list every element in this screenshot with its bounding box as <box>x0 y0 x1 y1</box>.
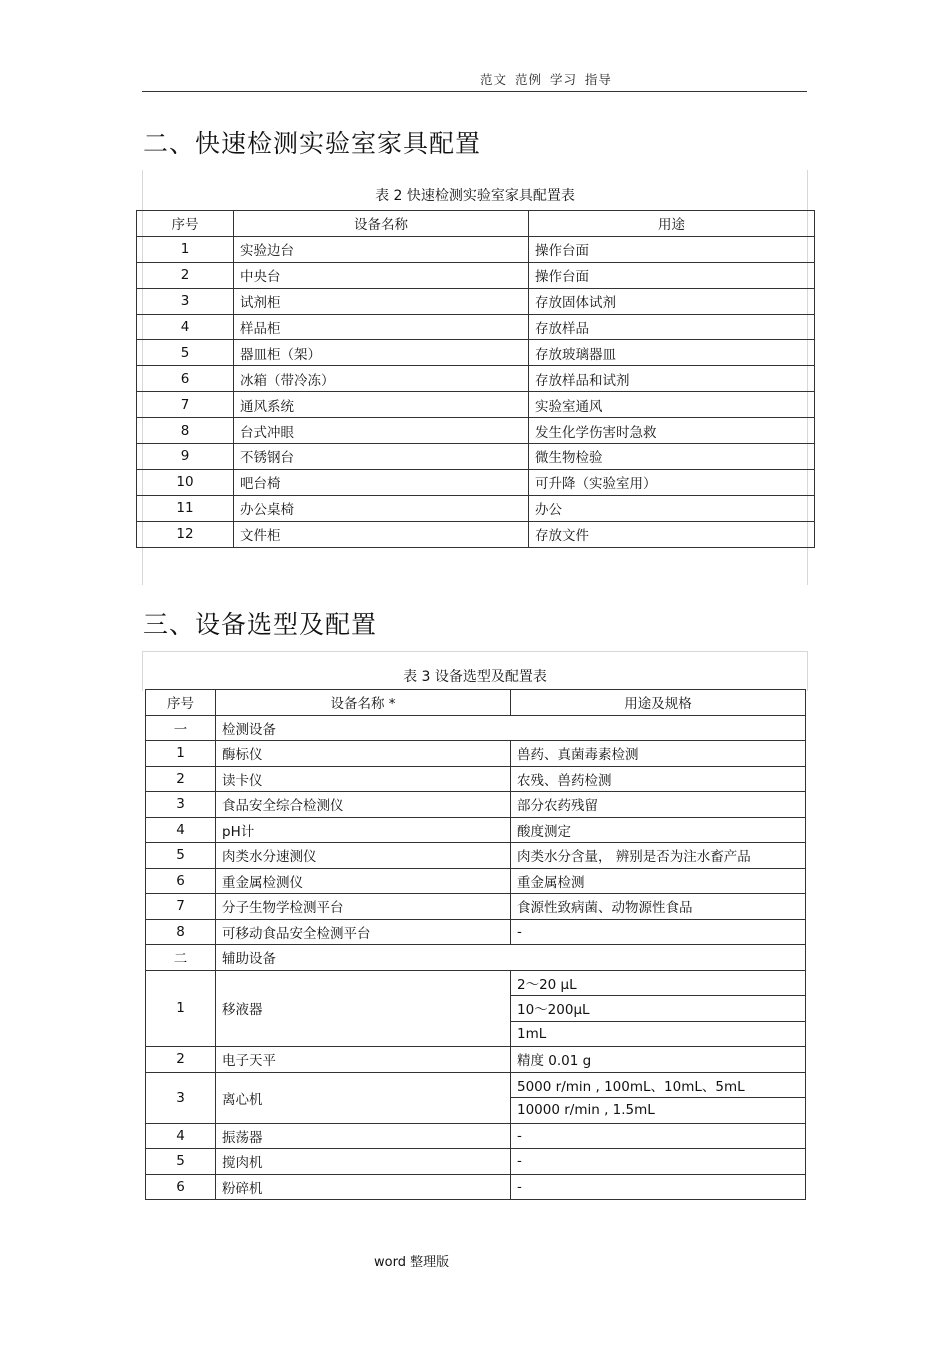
equipment-name: 酶标仪 <box>216 741 511 767</box>
column-header: 用途及规格 <box>511 690 806 716</box>
table-row <box>146 843 806 869</box>
table-row <box>137 366 815 392</box>
row-number: 11 <box>137 495 234 521</box>
column-header: 序号 <box>137 211 234 237</box>
equipment-spec: 10000 r/min , 1.5mL <box>511 1098 806 1124</box>
row-number: 3 <box>137 288 234 314</box>
group-name: 检测设备 <box>216 715 806 741</box>
row-number: 1 <box>137 236 234 262</box>
equipment-spec: 酸度测定 <box>511 817 806 843</box>
furniture-name: 试剂柜 <box>234 288 529 314</box>
row-number: 2 <box>146 766 216 792</box>
row-number: 8 <box>137 418 234 444</box>
row-number: 4 <box>146 1123 216 1149</box>
equipment-spec: - <box>511 919 806 945</box>
row-number: 7 <box>146 894 216 920</box>
table2-caption: 表 2 快速检测实验室家具配置表 <box>375 188 575 204</box>
equipment-spec: 部分农药残留 <box>511 792 806 818</box>
page-footer: word 整理版 <box>374 1255 450 1270</box>
table-row <box>137 521 815 547</box>
furniture-name: 台式冲眼 <box>234 418 529 444</box>
furniture-purpose: 发生化学伤害时急救 <box>529 418 815 444</box>
table-row <box>146 919 806 945</box>
table-row <box>137 444 815 470</box>
furniture-name: 办公桌椅 <box>234 495 529 521</box>
table-row <box>146 741 806 767</box>
header-rule <box>142 91 807 92</box>
group-number: 一 <box>146 715 216 741</box>
furniture-name: 冰箱（带冷冻） <box>234 366 529 392</box>
furniture-purpose: 存放文件 <box>529 521 815 547</box>
furniture-name: 文件柜 <box>234 521 529 547</box>
equipment-spec: - <box>511 1149 806 1175</box>
equipment-spec: 兽药、真菌毒素检测 <box>511 741 806 767</box>
row-number: 7 <box>137 392 234 418</box>
table-row <box>137 262 815 288</box>
row-number: 1 <box>146 970 216 1047</box>
furniture-name: 不锈钢台 <box>234 444 529 470</box>
furniture-purpose: 操作台面 <box>529 236 815 262</box>
furniture-purpose: 可升降（实验室用） <box>529 469 815 495</box>
group-name: 辅助设备 <box>216 945 806 971</box>
furniture-name: 中央台 <box>234 262 529 288</box>
equipment-name: 可移动食品安全检测平台 <box>216 919 511 945</box>
table-row <box>146 817 806 843</box>
furniture-purpose: 实验室通风 <box>529 392 815 418</box>
table-row <box>146 1047 806 1073</box>
table-row <box>137 469 815 495</box>
furniture-name: 样品柜 <box>234 314 529 340</box>
furniture-purpose: 微生物检验 <box>529 444 815 470</box>
table-row <box>146 1174 806 1200</box>
table-row <box>146 792 806 818</box>
equipment-name: 振荡器 <box>216 1123 511 1149</box>
row-number: 2 <box>137 262 234 288</box>
equipment-name: 分子生物学检测平台 <box>216 894 511 920</box>
equipment-table <box>145 689 806 1200</box>
row-number: 3 <box>146 792 216 818</box>
column-header: 序号 <box>146 690 216 716</box>
row-number: 5 <box>137 340 234 366</box>
row-number: 4 <box>137 314 234 340</box>
row-number: 10 <box>137 469 234 495</box>
row-number: 12 <box>137 521 234 547</box>
equipment-name: 电子天平 <box>216 1047 511 1073</box>
furniture-purpose: 操作台面 <box>529 262 815 288</box>
furniture-purpose: 存放固体试剂 <box>529 288 815 314</box>
furniture-purpose: 存放样品和试剂 <box>529 366 815 392</box>
table-row <box>137 236 815 262</box>
equipment-spec: 10～200μL <box>511 996 806 1022</box>
table-row <box>137 495 815 521</box>
table-group-row <box>146 715 806 741</box>
equipment-name: 肉类水分速测仪 <box>216 843 511 869</box>
equipment-name: 重金属检测仪 <box>216 868 511 894</box>
equipment-spec: 农残、兽药检测 <box>511 766 806 792</box>
equipment-name: 粉碎机 <box>216 1174 511 1200</box>
row-number: 8 <box>146 919 216 945</box>
equipment-spec: 重金属检测 <box>511 868 806 894</box>
table-row <box>146 1072 806 1098</box>
table-row <box>137 314 815 340</box>
table-row <box>146 1149 806 1175</box>
row-number: 2 <box>146 1047 216 1073</box>
furniture-table <box>136 210 815 548</box>
table-row <box>146 766 806 792</box>
row-number: 6 <box>146 868 216 894</box>
equipment-name: 读卡仪 <box>216 766 511 792</box>
furniture-name: 实验边台 <box>234 236 529 262</box>
equipment-name: pH计 <box>216 817 511 843</box>
table-row <box>137 340 815 366</box>
row-number: 5 <box>146 1149 216 1175</box>
table-header-row <box>137 211 815 237</box>
table-group-row <box>146 945 806 971</box>
table-row <box>146 1123 806 1149</box>
row-number: 1 <box>146 741 216 767</box>
row-number: 3 <box>146 1072 216 1123</box>
table3-caption: 表 3 设备选型及配置表 <box>403 669 547 685</box>
furniture-name: 通风系统 <box>234 392 529 418</box>
column-header: 设备名称 * <box>216 690 511 716</box>
equipment-name: 搅肉机 <box>216 1149 511 1175</box>
table-row <box>137 288 815 314</box>
table-row <box>146 894 806 920</box>
table-row <box>146 970 806 996</box>
row-number: 5 <box>146 843 216 869</box>
furniture-purpose: 办公 <box>529 495 815 521</box>
furniture-name: 吧台椅 <box>234 469 529 495</box>
equipment-spec: 5000 r/min , 100mL、10mL、5mL <box>511 1072 806 1098</box>
equipment-spec: 2～20 μL <box>511 970 806 996</box>
page-header: 范文 范例 学习 指导 <box>480 72 612 87</box>
row-number: 6 <box>137 366 234 392</box>
furniture-purpose: 存放玻璃器皿 <box>529 340 815 366</box>
equipment-spec: - <box>511 1123 806 1149</box>
furniture-name: 器皿柜（架） <box>234 340 529 366</box>
table-row <box>137 418 815 444</box>
table-header-row <box>146 690 806 716</box>
equipment-spec: 肉类水分含量， 辨别是否为注水畜产品 <box>511 843 806 869</box>
equipment-spec: 1mL <box>511 1021 806 1047</box>
row-number: 9 <box>137 444 234 470</box>
equipment-name: 移液器 <box>216 970 511 1047</box>
column-header: 用途 <box>529 211 815 237</box>
row-number: 4 <box>146 817 216 843</box>
equipment-name: 食品安全综合检测仪 <box>216 792 511 818</box>
column-header: 设备名称 <box>234 211 529 237</box>
row-number: 6 <box>146 1174 216 1200</box>
section-title-equipment: 三、设备选型及配置 <box>143 610 378 639</box>
equipment-spec: - <box>511 1174 806 1200</box>
section-title-furniture: 二、快速检测实验室家具配置 <box>143 129 482 158</box>
equipment-spec: 食源性致病菌、动物源性食品 <box>511 894 806 920</box>
equipment-spec: 精度 0.01 g <box>511 1047 806 1073</box>
table-row <box>137 392 815 418</box>
furniture-purpose: 存放样品 <box>529 314 815 340</box>
table-row <box>146 868 806 894</box>
equipment-name: 离心机 <box>216 1072 511 1123</box>
group-number: 二 <box>146 945 216 971</box>
